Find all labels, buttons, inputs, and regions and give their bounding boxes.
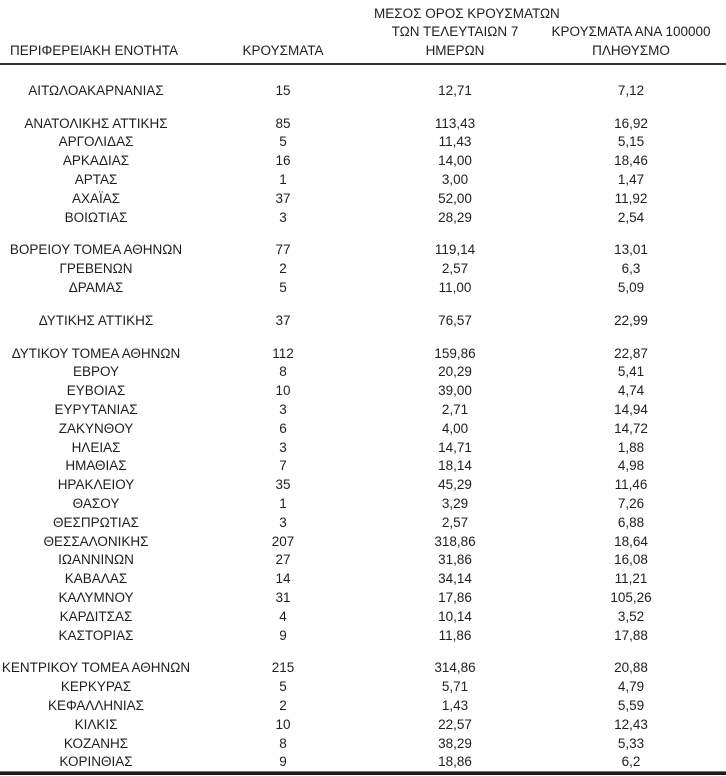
column-header-per100k-line2: ΠΛΗΘΥΣΜΟ bbox=[592, 42, 670, 58]
cell-avg7: 22,57 bbox=[438, 716, 472, 732]
cell-per100k: 13,01 bbox=[614, 242, 648, 258]
cell-region: ΔΥΤΙΚΟΥ ΤΟΜΕΑ ΑΘΗΝΩΝ bbox=[11, 345, 181, 361]
cell-per100k: 5,59 bbox=[617, 698, 645, 713]
cell-cases: 5 bbox=[279, 280, 287, 296]
table-row bbox=[0, 381, 726, 400]
table-row bbox=[0, 170, 726, 189]
cell-per100k: 7,12 bbox=[617, 82, 645, 98]
cell-avg7: 113,43 bbox=[434, 115, 476, 131]
cell-avg7: 2,71 bbox=[441, 402, 469, 418]
cell-cases: 16 bbox=[275, 153, 291, 169]
table-row bbox=[0, 208, 726, 227]
group-spacer bbox=[0, 297, 726, 311]
cell-cases: 8 bbox=[279, 735, 287, 751]
cell-region: ΑΙΤΩΛΟΑΚΑΡΝΑΝΙΑΣ bbox=[28, 82, 164, 98]
cell-avg7: 10,14 bbox=[438, 608, 472, 624]
cell-avg7: 14,71 bbox=[438, 439, 472, 455]
cell-per100k: 5,33 bbox=[617, 735, 645, 751]
cell-avg7: 11,00 bbox=[438, 280, 472, 296]
cell-cases: 5 bbox=[279, 679, 287, 695]
column-header-per100k bbox=[536, 23, 726, 63]
table-row bbox=[0, 400, 726, 419]
cell-avg7: 45,29 bbox=[438, 477, 472, 493]
cell-avg7: 76,57 bbox=[438, 312, 472, 328]
column-header-cases bbox=[192, 42, 374, 64]
cell-cases: 37 bbox=[275, 312, 291, 328]
cell-region: ΑΡΚΑΔΙΑΣ bbox=[62, 153, 130, 169]
cell-avg7: 31,86 bbox=[438, 552, 472, 568]
cell-per100k: 14,72 bbox=[614, 420, 648, 436]
cell-region: ΗΜΑΘΙΑΣ bbox=[65, 458, 127, 474]
cell-cases: 7 bbox=[279, 458, 287, 474]
table-row bbox=[0, 626, 726, 645]
cell-per100k: 3,52 bbox=[617, 608, 645, 624]
table-row bbox=[0, 311, 726, 330]
cell-region: ΑΧΑΪΑΣ bbox=[71, 190, 121, 206]
cell-region: ΒΟΡΕΙΟΥ ΤΟΜΕΑ ΑΘΗΝΩΝ bbox=[9, 242, 183, 258]
cell-cases: 37 bbox=[275, 190, 291, 206]
table-row bbox=[0, 133, 726, 152]
cell-region: ΙΩΑΝΝΙΝΩΝ bbox=[58, 552, 134, 568]
cell-region: ΔΡΑΜΑΣ bbox=[68, 280, 124, 296]
table-row bbox=[0, 278, 726, 297]
cell-avg7: 1,43 bbox=[441, 698, 469, 713]
cell-cases: 207 bbox=[271, 533, 295, 549]
table-header-row bbox=[0, 0, 726, 63]
cell-avg7: 159,86 bbox=[434, 345, 476, 361]
table-row bbox=[0, 551, 726, 570]
table-row bbox=[0, 81, 726, 100]
cell-cases: 77 bbox=[275, 242, 291, 258]
cell-per100k: 105,26 bbox=[610, 590, 652, 606]
cell-region: ΚΕΦΑΛΛΗΝΙΑΣ bbox=[47, 698, 145, 713]
cell-cases: 215 bbox=[271, 660, 295, 676]
table-row bbox=[0, 513, 726, 532]
cell-region: ΕΥΡΥΤΑΝΙΑΣ bbox=[54, 402, 138, 418]
cell-region: ΒΟΙΩΤΙΑΣ bbox=[64, 209, 128, 225]
column-header-cases-label: ΚΡΟΥΣΜΑΤΑ bbox=[242, 42, 324, 58]
cell-region: ΚΙΛΚΙΣ bbox=[74, 716, 118, 732]
cell-avg7: 18,86 bbox=[438, 754, 472, 770]
cell-per100k: 11,21 bbox=[614, 571, 648, 587]
cell-per100k: 11,92 bbox=[614, 190, 648, 206]
cell-avg7: 38,29 bbox=[438, 735, 472, 751]
cell-region: ΘΑΣΟΥ bbox=[72, 496, 120, 512]
cell-avg7: 2,57 bbox=[441, 261, 469, 277]
cell-per100k: 22,99 bbox=[614, 312, 648, 328]
cell-cases: 2 bbox=[279, 698, 287, 713]
cell-per100k: 16,08 bbox=[614, 552, 648, 568]
cell-region: ΘΕΣΠΡΩΤΙΑΣ bbox=[52, 514, 140, 530]
cell-avg7: 28,29 bbox=[438, 209, 472, 225]
cell-cases: 8 bbox=[279, 364, 287, 380]
cell-per100k: 11,46 bbox=[614, 477, 648, 493]
cell-region: ΘΕΣΣΑΛΟΝΙΚΗΣ bbox=[43, 533, 149, 549]
cell-region: ΑΝΑΤΟΛΙΚΗΣ ΑΤΤΙΚΗΣ bbox=[24, 115, 168, 131]
cell-region: ΖΑΚΥΝΘΟΥ bbox=[58, 420, 134, 436]
cell-cases: 9 bbox=[279, 754, 287, 770]
column-header-region-label: ΠΕΡΙΦΕΡΕΙΑΚΗ ΕΝΟΤΗΤΑ bbox=[10, 42, 179, 58]
table-row bbox=[0, 259, 726, 278]
column-header-per100k-line1: ΚΡΟΥΣΜΑΤΑ ΑΝΑ 100000 bbox=[551, 24, 711, 39]
cell-per100k: 7,26 bbox=[617, 496, 645, 512]
cell-avg7: 4,00 bbox=[441, 420, 469, 436]
cell-avg7: 5,71 bbox=[441, 679, 469, 695]
cell-cases: 27 bbox=[275, 552, 291, 568]
cell-per100k: 4,98 bbox=[617, 458, 645, 474]
cell-avg7: 39,00 bbox=[438, 383, 472, 399]
table-row bbox=[0, 344, 726, 363]
cell-cases: 9 bbox=[279, 627, 287, 643]
table-row bbox=[0, 494, 726, 513]
cell-avg7: 318,86 bbox=[434, 533, 476, 549]
cell-cases: 15 bbox=[275, 82, 291, 98]
cell-cases: 14 bbox=[275, 571, 291, 587]
table-row bbox=[0, 475, 726, 494]
cell-cases: 85 bbox=[275, 115, 291, 131]
cell-region: ΚΟΖΑΝΗΣ bbox=[63, 735, 129, 751]
cell-cases: 3 bbox=[279, 402, 287, 418]
cell-region: ΗΡΑΚΛΕΙΟΥ bbox=[57, 477, 135, 493]
cell-avg7: 20,29 bbox=[438, 364, 472, 380]
group-spacer bbox=[0, 330, 726, 344]
column-header-avg7 bbox=[374, 5, 560, 64]
cell-per100k: 18,46 bbox=[614, 153, 648, 169]
cell-region: ΓΡΕΒΕΝΩΝ bbox=[59, 261, 133, 277]
cell-region: ΗΛΕΙΑΣ bbox=[71, 439, 121, 455]
table-row bbox=[0, 588, 726, 607]
cell-cases: 10 bbox=[275, 716, 291, 732]
cell-per100k: 16,92 bbox=[614, 115, 648, 131]
cell-region: ΚΕΝΤΡΙΚΟΥ ΤΟΜΕΑ ΑΘΗΝΩΝ bbox=[1, 660, 191, 676]
cell-cases: 3 bbox=[279, 209, 287, 225]
cell-region: ΚΑΣΤΟΡΙΑΣ bbox=[58, 627, 134, 643]
cell-cases: 1 bbox=[279, 172, 287, 188]
cell-cases: 6 bbox=[279, 420, 287, 436]
table-row bbox=[0, 569, 726, 588]
cell-per100k: 6,3 bbox=[621, 261, 641, 277]
cell-avg7: 3,29 bbox=[441, 496, 469, 512]
table-row bbox=[0, 419, 726, 438]
cell-cases: 1 bbox=[279, 496, 287, 512]
table-row bbox=[0, 151, 726, 170]
table-bottom-rule bbox=[0, 771, 726, 775]
cell-avg7: 11,86 bbox=[438, 627, 472, 643]
cell-cases: 35 bbox=[275, 477, 291, 493]
cell-cases: 4 bbox=[279, 608, 287, 624]
table-row bbox=[0, 659, 726, 678]
table-row bbox=[0, 457, 726, 476]
table-row bbox=[0, 734, 726, 753]
cell-cases: 31 bbox=[275, 590, 291, 606]
cell-cases: 2 bbox=[279, 261, 287, 277]
cell-cases: 3 bbox=[279, 439, 287, 455]
group-spacer bbox=[0, 227, 726, 241]
table-row bbox=[0, 363, 726, 382]
cell-cases: 5 bbox=[279, 134, 287, 150]
cell-region: ΚΑΛΥΜΝΟΥ bbox=[58, 590, 134, 606]
cell-avg7: 14,00 bbox=[438, 153, 472, 169]
cell-avg7: 12,71 bbox=[438, 82, 472, 98]
cell-avg7: 119,14 bbox=[434, 242, 476, 258]
cell-avg7: 2,57 bbox=[441, 514, 469, 530]
group-spacer bbox=[0, 100, 726, 114]
cell-region: ΑΡΤΑΣ bbox=[74, 172, 118, 188]
cell-region: ΔΥΤΙΚΗΣ ΑΤΤΙΚΗΣ bbox=[38, 312, 154, 328]
cell-avg7: 52,00 bbox=[438, 190, 472, 206]
cell-per100k: 4,74 bbox=[617, 383, 645, 399]
cell-per100k: 5,41 bbox=[617, 364, 645, 380]
cell-per100k: 17,88 bbox=[614, 627, 648, 643]
table-row bbox=[0, 241, 726, 260]
cell-per100k: 1,88 bbox=[617, 439, 645, 455]
cell-region: ΕΒΡΟΥ bbox=[72, 364, 120, 380]
cell-region: ΚΑΡΔΙΤΣΑΣ bbox=[59, 608, 133, 624]
table-row bbox=[0, 607, 726, 626]
cell-avg7: 17,86 bbox=[438, 590, 472, 606]
cell-avg7: 18,14 bbox=[438, 458, 472, 474]
cell-region: ΚΕΡΚΥΡΑΣ bbox=[60, 679, 132, 695]
cell-per100k: 20,88 bbox=[614, 660, 648, 676]
cell-avg7: 314,86 bbox=[434, 660, 476, 676]
table-row bbox=[0, 753, 726, 772]
column-header-region bbox=[0, 42, 192, 64]
cell-per100k: 12,43 bbox=[614, 716, 648, 732]
table-row bbox=[0, 677, 726, 696]
cell-region: ΚΑΒΑΛΑΣ bbox=[64, 571, 128, 587]
cell-region: ΚΟΡΙΝΘΙΑΣ bbox=[59, 754, 133, 770]
table-row bbox=[0, 114, 726, 133]
column-header-avg7-line3: ΗΜΕΡΩΝ bbox=[425, 42, 485, 58]
table-row bbox=[0, 532, 726, 551]
table-row bbox=[0, 438, 726, 457]
table-row bbox=[0, 696, 726, 715]
cell-region: ΑΡΓΟΛΙΔΑΣ bbox=[58, 134, 134, 150]
cell-avg7: 34,14 bbox=[438, 571, 472, 587]
cell-cases: 112 bbox=[272, 345, 294, 361]
column-header-avg7-line2: ΤΩΝ ΤΕΛΕΥΤΑΙΩΝ 7 bbox=[391, 24, 519, 39]
table-row bbox=[0, 715, 726, 734]
group-spacer bbox=[0, 645, 726, 659]
cell-avg7: 11,43 bbox=[438, 134, 472, 150]
cell-per100k: 6,2 bbox=[621, 754, 641, 770]
cell-per100k: 5,15 bbox=[617, 134, 645, 150]
cell-per100k: 1,47 bbox=[617, 172, 645, 188]
cell-per100k: 22,87 bbox=[614, 345, 648, 361]
cell-per100k: 4,79 bbox=[617, 679, 645, 695]
cell-per100k: 14,94 bbox=[614, 402, 648, 418]
cell-avg7: 3,00 bbox=[441, 172, 469, 188]
table-body bbox=[0, 65, 726, 771]
cell-cases: 10 bbox=[275, 383, 291, 399]
cell-per100k: 2,54 bbox=[617, 209, 645, 225]
cell-cases: 3 bbox=[279, 514, 287, 530]
table-row bbox=[0, 189, 726, 208]
cell-region: ΕΥΒΟΙΑΣ bbox=[66, 383, 126, 399]
cell-per100k: 6,88 bbox=[617, 514, 645, 530]
column-header-avg7-line1: ΜΕΣΟΣ ΟΡΟΣ ΚΡΟΥΣΜΑΤΩΝ bbox=[374, 5, 560, 21]
cell-per100k: 18,64 bbox=[614, 533, 648, 549]
cell-per100k: 5,09 bbox=[617, 280, 645, 296]
